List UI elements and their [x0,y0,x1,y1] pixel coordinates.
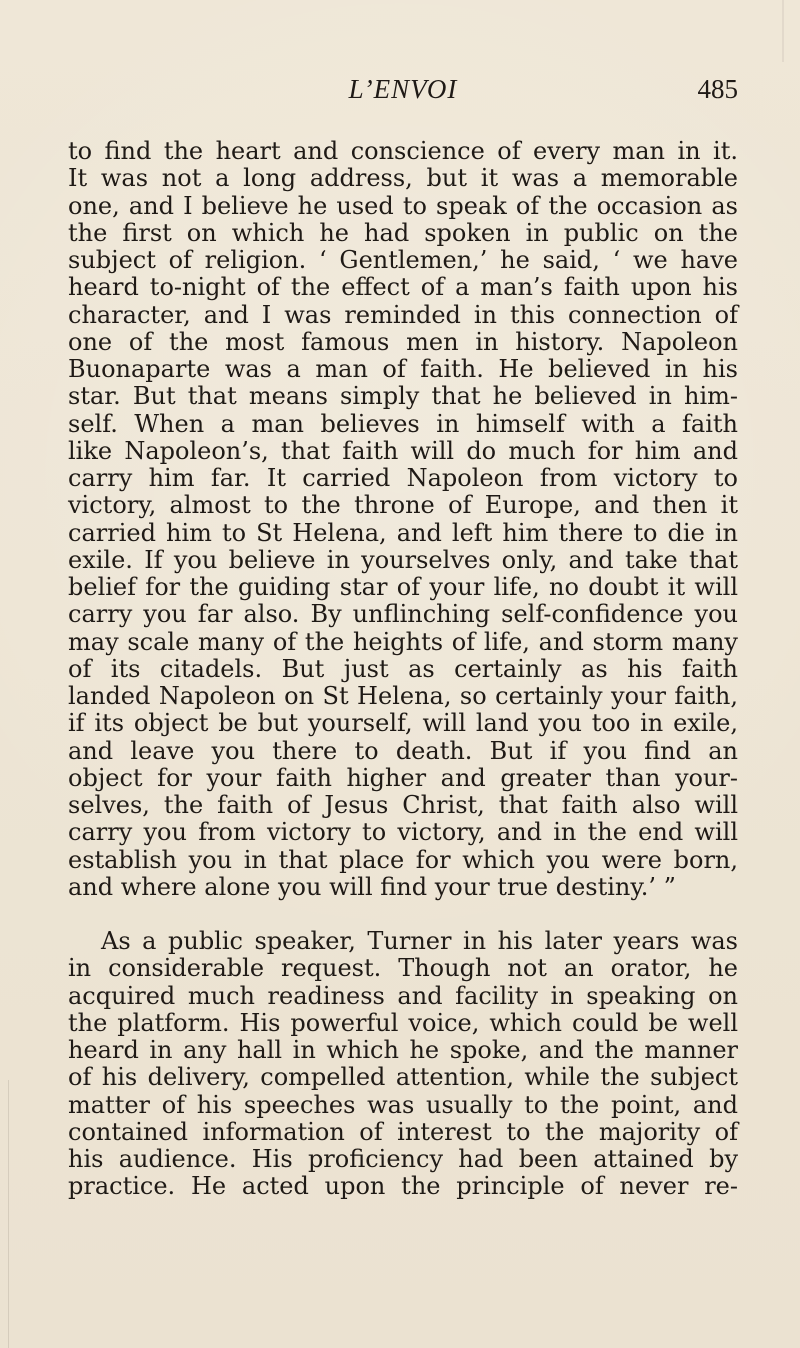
text-line: belief for the guiding star of your life, no doubt it will [68,573,738,601]
running-header [68,74,738,110]
text-line: of its citadels. But just as certainly as his faith [68,654,738,683]
paragraph-2 [68,928,738,1201]
chapter-title: L’ENVOI [348,74,458,104]
text-line: star. But that means simply that he believed in him- [68,382,738,411]
text-line: like Napoleon’s, that faith will do much for him and [68,436,738,465]
text-line: As a public speaker, Turner in his later years was [101,927,738,955]
text-line: acquired much readiness and facility in speaking on [68,981,738,1010]
text-line: if its object be but yourself, will land you too in exile, [68,709,738,738]
paragraph-gap [68,901,738,928]
text-line: may scale many of the heights of life, and storm many [68,627,738,656]
text-line: subject of religion. ‘ Gentlemen,’ he said, ‘ we have [68,246,738,274]
text-line: victory, almost to the throne of Europe, and then it [68,491,738,520]
main-text [68,138,738,1201]
text-line: landed Napoleon on St Helena, so certainly your faith, [68,682,738,710]
text-line: exile. If you believe in yourselves only, and take that [68,545,738,574]
paragraph-1 [68,138,738,901]
text-line: selves, the faith of Jesus Christ, that faith also will [68,791,738,819]
text-line: practice. He acted upon the principle of never re- [68,1172,738,1201]
text-line: carry you far also. By unflinching self-confidence you [68,600,738,629]
text-line: to find the heart and conscience of every man in it. [68,137,738,165]
text-line: carry him far. It carried Napoleon from victory to [68,464,738,492]
text-line: carried him to St Helena, and left him there to die in [68,518,738,547]
text-line: matter of his speeches was usually to the point, and [68,1090,738,1119]
text-line: in considerable request. Though not an orator, he [68,954,738,983]
page-number: 485 [697,74,738,104]
text-line: self. When a man believes in himself with a faith [68,409,738,438]
text-line: establish you in that place for which you were born, [68,845,738,874]
text-line: one of the most famous men in history. Napoleon [68,327,738,356]
page-margin-mark [8,1080,9,1348]
text-line: Buonaparte was a man of faith. He believed in his [68,355,738,383]
text-line: carry you from victory to victory, and in the end will [68,818,738,847]
text-line: It was not a long address, but it was a memorable [68,164,738,193]
text-line: one, and I believe he used to speak of the occasion as [68,191,738,220]
text-line: his audience. His proficiency had been attained by [68,1145,738,1173]
text-line: heard to-night of the effect of a man’s faith upon his [68,273,738,302]
text-line: character, and I was reminded in this connection of [68,300,738,329]
text-line: object for your faith higher and greater than your- [68,763,738,792]
page-edge-shadow [782,0,784,62]
text-line: the first on which he had spoken in public on the [68,218,738,247]
text-line: and leave you there to death. But if you find an [68,736,738,765]
text-line: the platform. His powerful voice, which could be well [68,1008,738,1037]
text-line: of his delivery, compelled attention, while the subject [68,1063,738,1092]
text-line: and where alone you will find your true destiny.’ ” [68,872,676,901]
text-line: heard in any hall in which he spoke, and the manner [68,1036,738,1064]
text-line: contained information of interest to the majority of [68,1117,738,1146]
